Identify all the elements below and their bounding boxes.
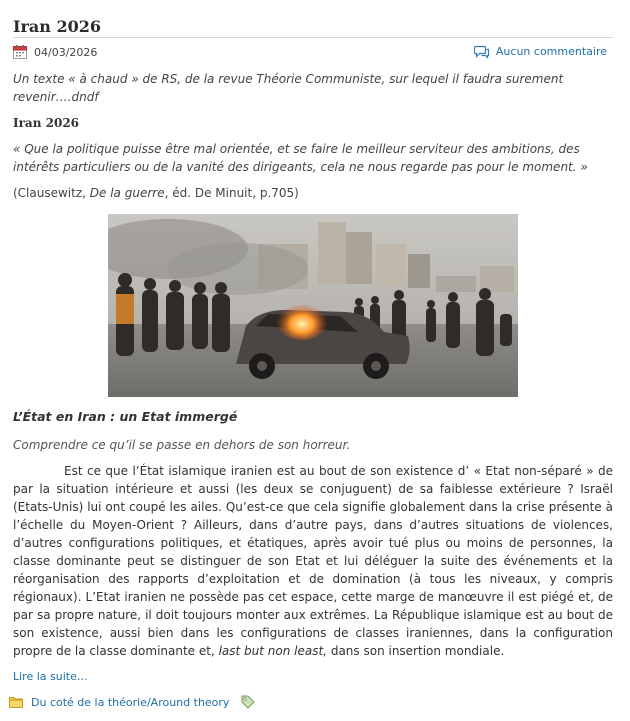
- category-link[interactable]: Du coté de la théorie/Around theory: [31, 695, 230, 709]
- read-more: [13, 670, 613, 683]
- section-subtitle: Comprendre ce qu’il se passe en dehors de son horreur.: [13, 438, 351, 452]
- folder-icon: [9, 696, 23, 708]
- blog-post: [13, 0, 613, 709]
- citation-suffix: , éd. De Minuit, p.705): [164, 186, 299, 200]
- citation-work: De la guerre: [89, 186, 165, 200]
- calendar-icon: [13, 45, 27, 59]
- post-title[interactable]: Iran 2026: [13, 0, 613, 38]
- body-main-text: Est ce que l’État islamique iranien est au bout de son existence d’ « Etat non-séparé » de par la situation intérieure et aussi (les deux se conjuguent) de sa faiblesse extérieure ? Israël (Etats-Unis) lui ont coupé les ailes. Qu’est-ce que cela signifie globalement dans la crise présente à l’échelle du Moyen-Orient ? Ailleurs, dans d’autre pays, dans d’autres situations de violences, d’autres configurations politiques, et étatiques, après avoir tué plus ou moins de personnes, la classe dominante peut se distinguer de son Etat et lui déléguer la suite des événements et la réorganisation des rapports d’exploitation et de domination (à tous les niveaux, y compris régionaux). L’Etat iranien ne possède pas cet espace, cette marge de manœuvre il est piégé et, de par sa propre nature, il doit toujours monter aux extrêmes. La République islamique est au bout de son existence, aussi bien dans les configurations de classes iraniennes, dans la configuration propre de la classe dominante et,: [13, 464, 613, 658]
- subheading: Iran 2026: [13, 116, 80, 130]
- read-more-link[interactable]: Lire la suite…: [13, 670, 88, 683]
- post-meta: [13, 38, 613, 66]
- intro-text: Un texte « à chaud » de RS, de la revue Théorie Communiste, sur lequel il faudra surement revenir….dndf: [13, 72, 564, 104]
- speech-bubble-icon: [474, 44, 490, 58]
- comments-count-link[interactable]: Aucun commentaire: [495, 44, 607, 58]
- article-body: [13, 462, 613, 660]
- date-text: 04/03/2026: [34, 45, 98, 59]
- clausewitz-quote: « Que la politique puisse être mal orientée, et se faire le meilleur serviteur des ambitions, des intérêts particuliers ou de la vanité des dirigeants, cela ne nous regarde pas pour le moment. »: [13, 142, 588, 174]
- comments-link[interactable]: [474, 44, 607, 58]
- section-title: L’État en Iran : un Etat immergé: [13, 409, 238, 424]
- post-footer: [13, 695, 613, 709]
- citation-prefix: (Clausewitz,: [13, 186, 90, 200]
- article-photo[interactable]: [108, 214, 518, 397]
- quote-citation: [13, 185, 613, 201]
- body-italic-text: last but non least,: [218, 644, 328, 658]
- post-date: [13, 44, 97, 60]
- riot-scene-illustration: [108, 214, 518, 397]
- body-end-text: dans son insertion mondiale.: [327, 644, 505, 658]
- tag-icon: [241, 695, 255, 709]
